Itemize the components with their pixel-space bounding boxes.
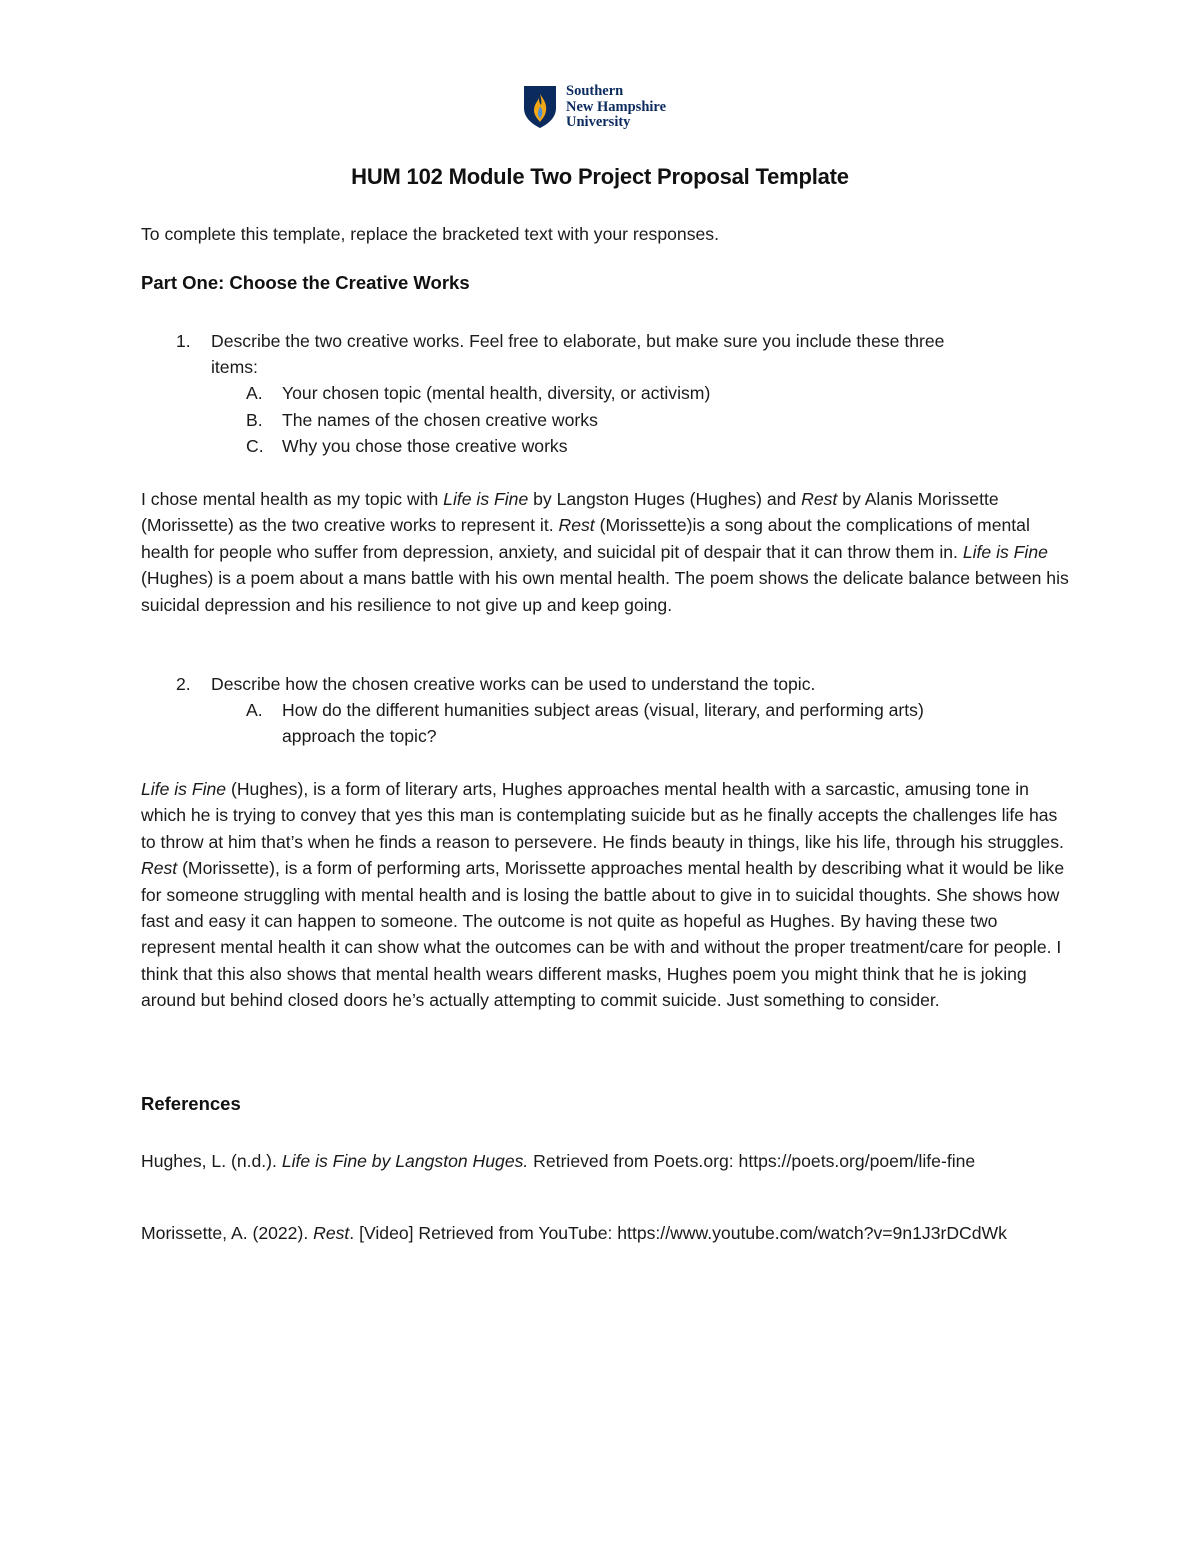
question-1-item-c-letter: C. bbox=[246, 436, 264, 456]
reference-1-author: Hughes, L. (n.d.). bbox=[141, 1151, 282, 1171]
reference-2-author: Morissette, A. (2022). bbox=[141, 1223, 314, 1243]
answer-1-text-4: (Morissette)is a song about the complications of mental health for people who suffer from depression, anxiety, and suicidal pit of despair that it can throw them in. bbox=[141, 515, 1030, 562]
question-1-item-a-letter: A. bbox=[246, 383, 263, 403]
question-2-item-a-letter: A. bbox=[246, 700, 263, 720]
reference-2-source: . [Video] Retrieved from YouTube: https://www.youtube.com/watch?v=9n1J3rDCdWk bbox=[349, 1223, 1007, 1243]
question-1-line-1: Describe the two creative works. Feel free to elaborate, but make sure you include these three bbox=[211, 331, 945, 351]
references-heading: References bbox=[141, 1093, 241, 1114]
answer-2-title-rest: Rest bbox=[141, 858, 178, 879]
answer-2-text-2: (Morissette), is a form of performing arts, Morissette approaches mental health by describing what it would be like for someone struggling with mental health and is losing the battle about to give in to suicidal thoughts. She shows how fast and easy it can happen to someone. The outcome is not quite as hopeful as Hughes. By having these two represent mental health it can show what the outcomes can be with and without the proper treatment/care for people. I think that this also shows that mental health wears different masks, Hughes poem you might think that he is joking around but behind closed doors he’s actually attempting to commit suicide. Just something to consider. bbox=[141, 858, 1065, 1011]
question-1-line-2: items: bbox=[211, 357, 258, 377]
reference-2 bbox=[141, 1219, 1071, 1247]
answer-1-title-rest: Rest bbox=[801, 489, 838, 509]
reference-1-title: Life is Fine by Langston Huges. bbox=[281, 1151, 529, 1171]
answer-2-paragraph bbox=[141, 776, 1071, 1014]
answer-1-text-3: by Alanis Morissette (Morissette) as the two creative works to represent it. bbox=[141, 489, 999, 536]
answer-1-title-rest-2: Rest bbox=[558, 515, 595, 536]
university-logo bbox=[522, 84, 666, 131]
question-2-number: 2. bbox=[176, 674, 191, 694]
answer-2-text-1: (Hughes), is a form of literary arts, Hughes approaches mental health with a sarcastic, amusing tone in which he is trying to convey that yes this man is contemplating suicide but as he finally accepts the challenges life has to throw at him that’s when he finds a reason to persevere. He finds beauty in things, like his life, through his struggles. bbox=[141, 779, 1064, 852]
answer-1-text-1: I chose mental health as my topic with bbox=[141, 489, 444, 509]
answer-1-title-life-is-fine-2: Life is Fine bbox=[962, 541, 1048, 562]
reference-1 bbox=[141, 1147, 1071, 1175]
answer-2-title-life-is-fine: Life is Fine bbox=[141, 779, 227, 799]
answer-1-paragraph bbox=[141, 486, 1071, 618]
answer-1-text-2: by Langston Huges (Hughes) and bbox=[528, 489, 802, 509]
reference-1-source: Retrieved from Poets.org: https://poets.org/poem/life-fine bbox=[528, 1151, 976, 1171]
question-1-number: 1. bbox=[176, 331, 191, 351]
logo-line-3: University bbox=[566, 114, 631, 130]
part-one-heading: Part One: Choose the Creative Works bbox=[141, 272, 470, 293]
question-2-item-a-line-1: How do the different humanities subject areas (visual, literary, and performing arts) bbox=[282, 700, 924, 720]
question-1-item-b-letter: B. bbox=[246, 410, 263, 430]
answer-1-title-life-is-fine: Life is Fine bbox=[443, 489, 529, 509]
question-2-line-1: Describe how the chosen creative works can be used to understand the topic. bbox=[211, 674, 816, 694]
question-2-item-a-line-2: approach the topic? bbox=[282, 726, 437, 746]
logo-line-2: New Hampshire bbox=[566, 98, 667, 115]
question-1-item-a: Your chosen topic (mental health, diversity, or activism) bbox=[282, 383, 711, 403]
shield-flame-icon bbox=[522, 84, 558, 130]
question-1-item-c: Why you chose those creative works bbox=[282, 436, 568, 456]
logo-line-1: Southern bbox=[566, 83, 624, 99]
answer-1-text-5: (Hughes) is a poem about a mans battle with his own mental health. The poem shows the delicate balance between his suicidal depression and his resilience to not give up and keep going. bbox=[141, 568, 1069, 615]
question-1-item-b: The names of the chosen creative works bbox=[282, 410, 598, 430]
reference-2-title: Rest bbox=[313, 1223, 350, 1243]
instructions-text: To complete this template, replace the bracketed text with your responses. bbox=[141, 224, 719, 244]
logo-wordmark bbox=[566, 84, 666, 131]
page-title: HUM 102 Module Two Project Proposal Template bbox=[351, 164, 849, 189]
